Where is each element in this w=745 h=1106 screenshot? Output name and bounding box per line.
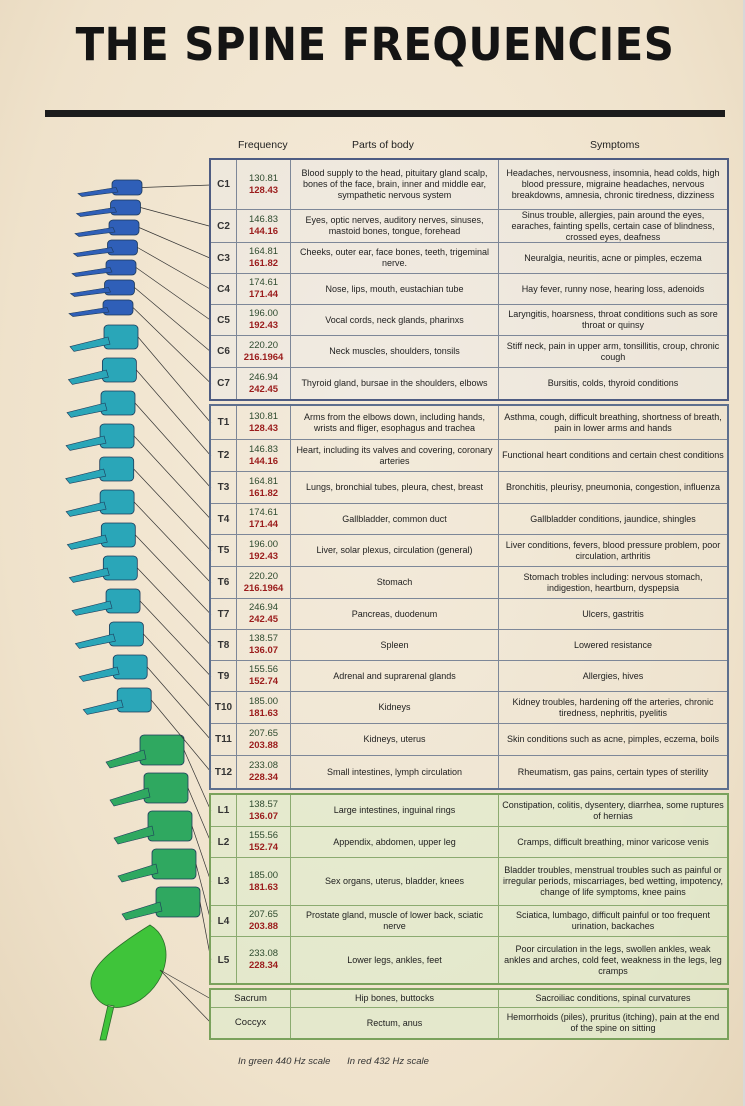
spine-illustration: [0, 150, 215, 1050]
red-scale-note: In red 432 Hz scale: [347, 1056, 429, 1067]
frequency-cell: [237, 535, 291, 566]
symptoms-cell: Bronchitis, pleurisy, pneumonia, congestion, influenza: [506, 482, 720, 492]
frequency-cell: [237, 406, 291, 439]
leader-line: [138, 337, 211, 423]
parts-cell: Rectum, anus: [291, 1008, 499, 1038]
segment-label: T2: [211, 440, 237, 471]
leader-line: [134, 502, 211, 583]
segment-label: L4: [211, 906, 237, 936]
frequency-cell: [237, 661, 291, 691]
leader-line: [134, 436, 211, 520]
frequency-432: 192.43: [248, 550, 279, 562]
table-row: [211, 990, 727, 1008]
frequency-cell: [237, 692, 291, 723]
parts-cell: Neck muscles, shoulders, tonsils: [291, 336, 499, 367]
parts-cell: Liver, solar plexus, circulation (general): [291, 535, 499, 566]
frequency-432: 242.45: [248, 383, 279, 395]
vertebra-shape: [78, 180, 142, 197]
parts-cell: Gallbladder, common duct: [291, 504, 499, 534]
segment-label: T6: [211, 567, 237, 598]
table-row: [211, 567, 727, 599]
symptoms-cell: Constipation, colitis, dysentery, diarrhea, some ruptures of hernias: [502, 799, 724, 821]
vertebra-shape: [74, 240, 138, 257]
frequency-432: 136.07: [248, 810, 279, 822]
symptoms-cell: Sacroiliac conditions, spinal curvatures: [535, 993, 691, 1003]
parts-cell: Prostate gland, muscle of lower back, sciatic nerve: [291, 906, 499, 936]
parts-cell: Spleen: [291, 630, 499, 660]
parts-cell: Small intestines, lymph circulation: [291, 756, 499, 788]
frequency-440: 220.20: [248, 339, 279, 351]
vertebra-shape: [68, 358, 136, 384]
symptoms-cell: Kidney troubles, hardening off the arteries, chronic tiredness, nephritis, pyelitis: [512, 696, 714, 718]
frequency-440: 246.94: [248, 602, 279, 613]
frequency-cell: [237, 937, 291, 983]
vertebra-shape: [66, 457, 134, 483]
symptoms-cell: Liver conditions, fevers, blood pressure problem, poor circulation, arthritis: [505, 539, 721, 561]
parts-cell: Kidneys: [291, 692, 499, 723]
parts-cell: Nose, lips, mouth, eustachian tube: [291, 274, 499, 304]
vertebra-shape: [118, 849, 196, 882]
frequency-432: 228.34: [248, 772, 279, 783]
frequency-432: 203.88: [248, 921, 279, 932]
segment-label: T3: [211, 472, 237, 503]
segment-label: T7: [211, 599, 237, 629]
frequency-432: 228.34: [248, 960, 279, 971]
frequency-cell: [237, 305, 291, 335]
frequency-440: 174.61: [248, 507, 279, 518]
frequency-440: 130.81: [248, 410, 279, 422]
leader-line: [136, 268, 211, 321]
symptoms-cell: Neuralgia, neuritis, acne or pimples, eczema: [524, 252, 702, 263]
frequency-432: 144.16: [248, 455, 279, 467]
parts-cell: Cheeks, outer ear, face bones, teeth, trigeminal nerve.: [291, 243, 499, 273]
table-row: [211, 160, 727, 210]
symptoms-cell: Bladder troubles, menstrual troubles such as painful or irregular periods, miscarriages, bed wetting, impotency, change of life symptoms, knee pains: [503, 865, 723, 897]
frequency-cell: [237, 336, 291, 367]
frequency-cell: [237, 274, 291, 304]
segment-label: L5: [211, 937, 237, 983]
frequency-432: 136.07: [248, 645, 279, 656]
symptoms-cell: Poor circulation in the legs, swollen ankles, weak ankles and arches, cold feet, weakness in the legs, leg cramps: [504, 943, 722, 976]
vertebra-shape: [114, 811, 192, 844]
frequency-440: 196.00: [248, 538, 279, 550]
table-row: [211, 1008, 727, 1038]
table-row: [211, 368, 727, 399]
table-row: [211, 504, 727, 535]
frequency-432: 152.74: [248, 842, 279, 853]
frequency-440: 155.56: [248, 830, 279, 841]
symptoms-cell: Headaches, nervousness, insomnia, head colds, high blood pressure, migraine headaches, nervous breakdowns, amnesia, chronic tiredness, dizziness: [506, 168, 720, 200]
table-group-l: [209, 793, 729, 985]
frequency-cell: [237, 472, 291, 503]
frequency-440: 185.00: [248, 869, 279, 881]
parts-cell: Thyroid gland, bursae in the shoulders, elbows: [291, 368, 499, 399]
vertebra-shape: [106, 735, 184, 768]
symptoms-cell: Laryngitis, hoarsness, throat conditions such as sore throat or quinsy: [508, 309, 718, 330]
frequency-cell: [237, 795, 291, 826]
leader-line: [160, 970, 211, 999]
frequency-440: 146.83: [248, 443, 279, 455]
frequency-440: 130.81: [248, 172, 279, 184]
segment-label: T12: [211, 756, 237, 788]
frequency-440: 207.65: [248, 909, 279, 920]
table-row: [211, 756, 727, 788]
frequency-440: 233.08: [248, 760, 279, 771]
green-scale-note: In green 440 Hz scale: [238, 1056, 331, 1067]
frequency-cell: [237, 724, 291, 755]
frequency-header: Frequency: [238, 139, 288, 151]
segment-label: L3: [211, 858, 237, 905]
segment-label: T1: [211, 406, 237, 439]
segment-label: C7: [211, 368, 237, 399]
symptoms-cell: Cramps, difficult breathing, minor varicose venis: [517, 836, 709, 847]
table-row: [211, 630, 727, 661]
leader-line: [143, 634, 211, 708]
table-row: [211, 858, 727, 906]
segment-label: C4: [211, 274, 237, 304]
parts-cell: Lungs, bronchial tubes, pleura, chest, breast: [291, 472, 499, 503]
symptoms-cell: Stiff neck, pain in upper arm, tonsillitis, croup, chronic cough: [506, 340, 720, 362]
segment-label: C3: [211, 243, 237, 273]
frequency-cell: [237, 858, 291, 905]
frequency-cell: [211, 990, 291, 1007]
frequency-cell: [237, 599, 291, 629]
parts-cell: Sex organs, uterus, bladder, knees: [291, 858, 499, 905]
frequency-cell: [237, 567, 291, 598]
frequency-440: 164.81: [248, 475, 279, 487]
frequency-cell: [211, 1008, 291, 1038]
table-row: [211, 274, 727, 305]
frequency-432: 242.45: [248, 614, 279, 625]
symptoms-cell: Bursitis, colds, thyroid conditions: [547, 378, 679, 388]
parts-cell: Vocal cords, neck glands, pharinxs: [291, 305, 499, 335]
leader-line: [141, 208, 212, 227]
table-row: [211, 795, 727, 827]
table-row: [211, 243, 727, 274]
vertebra-shape: [72, 260, 136, 277]
frequency-440: Coccyx: [234, 1017, 267, 1028]
table-row: [211, 827, 727, 858]
vertebra-shape: [69, 300, 133, 317]
frequency-table: [209, 158, 729, 1040]
frequency-432: 216.1964: [243, 351, 284, 363]
frequency-cell: [237, 160, 291, 209]
segment-label: T9: [211, 661, 237, 691]
table-row: [211, 210, 727, 243]
segment-label: C5: [211, 305, 237, 335]
symptoms-cell: Asthma, cough, difficult breathing, shortness of breath, pain in lower arms and hands: [504, 411, 722, 433]
title-rule: [45, 110, 725, 117]
parts-cell: Large intestines, inguinal rings: [291, 795, 499, 826]
vertebra-shape: [122, 887, 200, 920]
frequency-cell: [237, 368, 291, 399]
vertebra-shape: [66, 424, 134, 450]
frequency-432: 161.82: [248, 487, 279, 499]
frequency-440: 246.94: [248, 371, 279, 383]
frequency-cell: [237, 440, 291, 471]
leader-line: [147, 667, 211, 740]
table-row: [211, 472, 727, 504]
segment-label: T8: [211, 630, 237, 660]
frequency-440: 220.20: [248, 570, 279, 582]
vertebra-shape: [79, 655, 147, 681]
parts-cell: Kidneys, uterus: [291, 724, 499, 755]
frequency-432: 128.43: [248, 422, 279, 434]
table-row: [211, 661, 727, 692]
leader-line: [142, 185, 211, 188]
frequency-cell: [237, 504, 291, 534]
frequency-440: 233.08: [248, 948, 279, 959]
leader-line: [135, 403, 211, 488]
frequency-440: 196.00: [248, 308, 279, 319]
symptoms-cell: Hemorrhoids (piles), pruritus (itching), pain at the end of the spine on sitting: [506, 1012, 720, 1033]
symptoms-cell: Sciatica, lumbago, difficult painful or too frequent urination, backaches: [516, 910, 710, 931]
parts-cell: Pancreas, duodenum: [291, 599, 499, 629]
segment-label: C1: [211, 160, 237, 209]
vertebra-shape: [70, 325, 138, 351]
symptoms-cell: Skin conditions such as acne, pimples, eczema, boils: [506, 734, 720, 744]
sacrum-shape: [91, 925, 166, 1040]
symptoms-cell: Rheumatism, gas pains, certain types of sterility: [517, 766, 709, 777]
symptoms-cell: Sinus trouble, allergies, pain around the eyes, earaches, fainting spells, certain case of blindness, crossed eyes, deafness: [511, 209, 715, 242]
symptoms-cell: Allergies, hives: [582, 670, 644, 681]
segment-label: T11: [211, 724, 237, 755]
segment-label: T4: [211, 504, 237, 534]
frequency-440: 155.56: [248, 664, 279, 675]
frequency-cell: [237, 827, 291, 857]
table-group-c: [209, 158, 729, 401]
segment-label: L2: [211, 827, 237, 857]
parts-cell: Arms from the elbows down, including hands, wrists and fliger, esophagus and trachea: [291, 406, 499, 439]
parts-cell: Appendix, abdomen, upper leg: [291, 827, 499, 857]
symptoms-cell: Lowered resistance: [573, 639, 653, 650]
segment-label: T5: [211, 535, 237, 566]
symptoms-cell: Hay fever, runny nose, hearing loss, adenoids: [521, 283, 705, 294]
leader-line: [134, 469, 211, 551]
segment-label: C6: [211, 336, 237, 367]
frequency-cell: [237, 756, 291, 788]
parts-cell: Hip bones, buttocks: [291, 990, 499, 1007]
table-group-s: [209, 988, 729, 1040]
frequency-440: Sacrum: [234, 992, 267, 1004]
table-group-t: [209, 404, 729, 790]
frequency-440: 164.81: [248, 246, 279, 257]
frequency-cell: [237, 630, 291, 660]
parts-cell: Heart, including its valves and covering, coronary arteries: [291, 440, 499, 471]
frequency-cell: [237, 210, 291, 242]
leader-line: [135, 535, 211, 615]
vertebra-shape: [83, 688, 151, 714]
table-row: [211, 535, 727, 567]
frequency-440: 174.61: [248, 277, 279, 288]
table-row: [211, 724, 727, 756]
symptoms-header: Symptoms: [590, 139, 640, 151]
table-row: [211, 305, 727, 336]
frequency-432: 203.88: [248, 739, 279, 751]
vertebra-shape: [77, 200, 141, 217]
frequency-432: 216.1964: [243, 582, 284, 594]
vertebra-shape: [67, 523, 135, 549]
segment-label: L1: [211, 795, 237, 826]
table-row: [211, 336, 727, 368]
vertebra-shape: [67, 391, 135, 417]
frequency-440: 146.83: [248, 214, 279, 225]
frequency-440: 138.57: [248, 798, 279, 810]
vertebra-shape: [69, 556, 137, 582]
vertebra-shape: [75, 622, 143, 648]
segment-label: T10: [211, 692, 237, 723]
page-title: THE SPINE FREQUENCIES: [75, 18, 675, 71]
vertebra-shape: [71, 280, 135, 297]
frequency-432: 171.44: [248, 519, 279, 530]
leader-line: [139, 228, 211, 259]
symptoms-cell: Stomach trobles including: nervous stomach, indigestion, heartburn, dyspepsia: [523, 571, 703, 593]
frequency-432: 161.82: [248, 258, 279, 269]
frequency-432: 128.43: [248, 184, 279, 196]
parts-cell: Lower legs, ankles, feet: [291, 937, 499, 983]
table-row: [211, 692, 727, 724]
frequency-440: 185.00: [248, 695, 279, 707]
table-row: [211, 906, 727, 937]
frequency-432: 144.16: [248, 226, 279, 237]
parts-cell: Adrenal and suprarenal glands: [291, 661, 499, 691]
frequency-440: 207.65: [248, 727, 279, 739]
leader-line: [160, 970, 211, 1023]
vertebra-shape: [110, 773, 188, 806]
symptoms-cell: Ulcers, gastritis: [582, 608, 644, 619]
vertebra-shape: [72, 589, 140, 615]
symptoms-cell: Functional heart conditions and certain chest conditions: [502, 450, 724, 460]
leader-line: [137, 568, 211, 646]
segment-label: C2: [211, 210, 237, 242]
frequency-432: 171.44: [248, 289, 279, 300]
leader-line: [140, 601, 211, 677]
frequency-cell: [237, 906, 291, 936]
frequency-440: 138.57: [248, 633, 279, 644]
frequency-cell: [237, 243, 291, 273]
table-row: [211, 937, 727, 983]
parts-cell: Stomach: [291, 567, 499, 598]
table-row: [211, 406, 727, 440]
frequency-432: 181.63: [248, 707, 279, 719]
scale-note: [238, 1056, 443, 1067]
parts-cell: Eyes, optic nerves, auditory nerves, sinuses, mastoid bones, tongue, forehead: [291, 210, 499, 242]
vertebra-shape: [66, 490, 134, 516]
parts-cell: Blood supply to the head, pituitary gland scalp, bones of the face, brain, inner and middle ear, sympathetic nervous system: [291, 160, 499, 209]
leader-line: [136, 370, 211, 456]
table-row: [211, 599, 727, 630]
parts-header: Parts of body: [352, 139, 414, 151]
table-row: [211, 440, 727, 472]
frequency-432: 181.63: [248, 881, 279, 893]
vertebra-shape: [75, 220, 139, 237]
symptoms-cell: Gallbladder conditions, jaundice, shingles: [530, 513, 696, 524]
frequency-432: 152.74: [248, 676, 279, 687]
frequency-432: 192.43: [248, 320, 279, 331]
